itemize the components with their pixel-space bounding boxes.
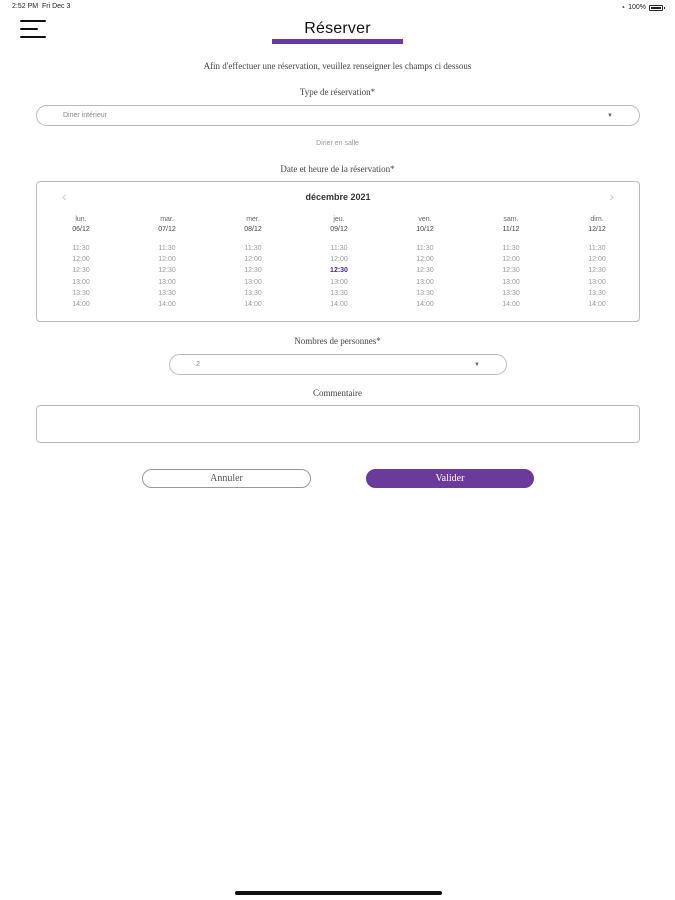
time-slot[interactable]: 13:00 — [330, 278, 348, 286]
time-slot[interactable]: 12:30 — [72, 267, 90, 275]
time-slot[interactable]: 13:00 — [244, 278, 262, 286]
time-slot[interactable]: 12:00 — [244, 256, 262, 264]
calendar-day-column — [481, 215, 541, 310]
time-slot[interactable]: 13:00 — [502, 278, 520, 286]
calendar-day-column — [137, 215, 197, 310]
time-slot[interactable]: 13:30 — [416, 289, 434, 297]
calendar-month: décembre 2021 — [305, 192, 371, 202]
cancel-button[interactable]: Annuler — [142, 469, 311, 488]
time-slot[interactable]: 14:00 — [244, 301, 262, 309]
time-slot[interactable]: 14:00 — [502, 301, 520, 309]
reservation-type-option[interactable]: Diner en salle — [316, 140, 359, 147]
chevron-right-icon[interactable]: › — [609, 188, 614, 204]
time-slot[interactable]: 11:30 — [588, 245, 606, 252]
battery-icon — [649, 5, 663, 11]
calendar-day-column — [395, 215, 455, 310]
time-slot[interactable]: 13:30 — [330, 289, 348, 297]
validate-button[interactable]: Valider — [366, 469, 534, 488]
chevron-left-icon[interactable]: ‹ — [62, 188, 67, 204]
time-slot[interactable]: 11:30 — [502, 245, 520, 252]
day-date: 06/12 — [72, 226, 90, 233]
chevron-down-icon: ▼ — [607, 112, 613, 119]
time-slot[interactable]: 11:30 — [244, 245, 262, 252]
time-slot[interactable]: 14:00 — [588, 301, 606, 309]
day-date: 08/12 — [244, 226, 262, 233]
time-slot[interactable]: 13:30 — [588, 289, 606, 297]
wifi-icon: ◔ — [620, 3, 626, 12]
day-date: 12/12 — [588, 226, 606, 233]
status-date: Fri Dec 3 — [41, 3, 71, 10]
status-bar-time — [12, 3, 70, 10]
day-date: 09/12 — [330, 226, 348, 233]
time-slot[interactable]: 11:30 — [72, 245, 90, 252]
persons-value: 2 — [196, 361, 200, 368]
calendar — [36, 181, 640, 322]
reservation-type-value: Diner intérieur — [63, 112, 107, 119]
time-slot[interactable]: 12:30 — [244, 267, 262, 275]
day-date: 07/12 — [158, 226, 176, 233]
time-slot[interactable]: 12:30 — [330, 267, 348, 275]
day-name: mar. — [160, 216, 174, 223]
day-name: dim. — [590, 216, 604, 223]
day-name: sam. — [503, 216, 519, 223]
time-slot[interactable]: 12:00 — [416, 256, 434, 264]
day-name: ven. — [418, 216, 432, 223]
day-date: 10/12 — [416, 226, 434, 233]
time-slot[interactable]: 12:00 — [158, 256, 176, 264]
day-name: lun. — [75, 216, 87, 223]
comment-input[interactable] — [36, 405, 640, 443]
persons-select[interactable] — [169, 354, 507, 375]
time-slot[interactable]: 14:00 — [330, 301, 348, 309]
time-slot[interactable]: 11:30 — [330, 245, 348, 252]
time-slot[interactable]: 14:00 — [416, 301, 434, 309]
day-name: mer. — [246, 216, 260, 223]
status-bar-right — [620, 3, 663, 12]
status-time: 2:52 PM — [12, 3, 39, 10]
persons-label: Nombres de personnes* — [294, 336, 381, 346]
page-title: Réserver — [304, 20, 371, 37]
time-slot[interactable]: 13:00 — [158, 278, 176, 286]
calendar-day-column — [567, 215, 627, 310]
battery-percent: 100% — [628, 4, 646, 11]
day-date: 11/12 — [502, 226, 520, 233]
home-indicator — [235, 891, 442, 895]
comment-label: Commentaire — [313, 388, 362, 398]
calendar-day-column — [51, 215, 111, 310]
time-slot[interactable]: 12:00 — [588, 256, 606, 264]
time-slot[interactable]: 12:30 — [416, 267, 434, 275]
time-slot[interactable]: 13:30 — [158, 289, 176, 297]
calendar-day-column — [223, 215, 283, 310]
title-underline — [272, 39, 403, 44]
time-slot[interactable]: 13:30 — [244, 289, 262, 297]
chevron-down-icon: ▼ — [474, 361, 480, 368]
time-slot[interactable]: 13:00 — [416, 278, 434, 286]
date-time-label: Date et heure de la réservation* — [280, 164, 395, 174]
time-slot[interactable]: 11:30 — [158, 245, 176, 252]
time-slot[interactable]: 12:00 — [330, 256, 348, 264]
time-slot[interactable]: 12:30 — [588, 267, 606, 275]
reservation-type-select[interactable] — [36, 105, 640, 126]
time-slot[interactable]: 12:00 — [502, 256, 520, 264]
intro-text: Afin d'effectuer une réservation, veuillez renseigner les champs ci dessous — [203, 61, 472, 71]
time-slot[interactable]: 14:00 — [72, 301, 90, 309]
time-slot[interactable]: 13:00 — [588, 278, 606, 286]
day-name: jeu. — [333, 216, 345, 223]
time-slot[interactable]: 12:30 — [502, 267, 520, 275]
time-slot[interactable]: 12:00 — [72, 256, 90, 264]
calendar-day-column — [309, 215, 369, 310]
time-slot[interactable]: 12:30 — [158, 267, 176, 275]
reservation-type-label: Type de réservation* — [299, 87, 376, 97]
time-slot[interactable]: 13:30 — [502, 289, 520, 297]
time-slot[interactable]: 14:00 — [158, 301, 176, 309]
time-slot[interactable]: 13:30 — [72, 289, 90, 297]
time-slot[interactable]: 11:30 — [416, 245, 434, 252]
time-slot[interactable]: 13:00 — [72, 278, 90, 286]
